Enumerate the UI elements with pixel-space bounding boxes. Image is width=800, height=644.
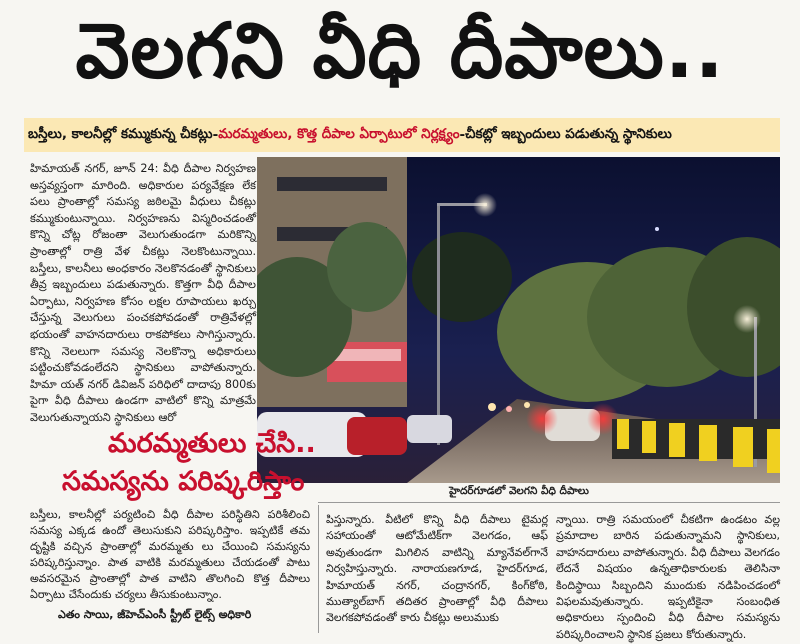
subhead-line-2: సమస్యను పరిష్కరిస్తాం <box>62 466 305 497</box>
strap-part-2: మరమ్మతులు, కొత్త దీపాల ఏర్పాటులో నిర్లక్ష్యం <box>218 125 460 142</box>
story-column-4: న్నాయి. రాత్రి సమయంలో చీకటిగా ఉండటం వల్ల ప్రమాదాల బారిన పడుతున్నామని స్థానికులు, వాహనదారులు వాపోతున్నారు. వీధి దీపాలు వెలగడం లేదనే విషయం ఉన్నతాధికారులకు తెలిసినా కిందిస్థాయి సిబ్బందిని ముందుకు నడిపించడంలో విఫలమవుతున్నారు. ఇప్పటికైనా సంబంధిత అధికారులు స్పందించి వీధి దీపాల సమస్యను పరిష్కరించాలని స్థానిక ప్రజలు కోరుతున్నారు. <box>556 513 780 641</box>
strapline <box>24 118 780 152</box>
headline: వెలగని వీధి దీపాలు.. <box>75 6 725 95</box>
column-divider <box>318 505 319 633</box>
strap-separator-1: - <box>212 127 219 143</box>
caption-divider <box>318 502 780 503</box>
strap-part-1: బస్తీలు, కాలనీల్లో కమ్ముకున్న చీకట్లు <box>28 125 213 142</box>
story-column-3: పిస్తున్నారు. వీటిలో కొన్ని వీధి దీపాలు టైమర్ల సహాయంతో ఆటోమేటిక్‌గా వెలగడం, ఆఫ్ అవుతుండగా మిగిలిన వాటిన్ని మ్యానేవల్‌గానే నిర్వహిస్తున్నారు. నారాయణగూడ, హైదర్‌గూడ, హిమాయత్ నగర్, చంద్రానగర్, కింగ్‌కోఠి, ముత్యాల్‌బాగ్ తదితర ప్రాంతాల్లో వీధి దీపాలు వెలగకపోవడంతో కారు చీకట్లు అలుముకు <box>326 513 548 625</box>
story-column-1: హిమాయత్ నగర్, జూన్ 24: వీధి దీపాల నిర్వహణ అస్తవ్యస్తంగా మారింది. అధికారుల పర్యవేక్షణ లేక పలు ప్రాంతాల్లో సమస్య జఠిలమై వీధులు చీకట్లు కమ్ముకుంటున్నాయి. నిర్వహణను విస్మరించడంతో కొన్ని చోట్ల రోజంతా వెలుగుతుండగా మరికొన్ని ప్రాంతాల్లో రాత్రి వేళ చీకట్లు నెలకొంటున్నాయి. బస్తీలు, కాలనీలు అంధకారం నెలకొనడంతో స్థానికులు తీవ్ర ఇబ్బందులు పడుతున్నారు. కొత్తగా వీధి దీపాల ఏర్పాటు, నిర్వహణ కోసం లక్షల రూపాయలు ఖర్చు చేస్తున్న వెలుగులు పంచకపోవడంతో రాత్రివేళల్లో భయంతో వాహనదారులు రాకపోకలు సాగిస్తున్నారు. కొన్ని నెలలుగా సమస్య నెలకొన్నా అధికారులు పట్టించుకోవడంలేదని స్థానికులు వాపోతున్నారు. హిమా యత్ నగర్ డివిజన్ పరిధిలో దాదాపు 800కు పైగా వీధి దీపాలు ఉండగా వాటిలో కొన్ని మాత్రమే వెలుగుతున్నాయని స్థానికులు ఆరో <box>30 162 256 424</box>
strap-part-3: చీకట్లో ఇబ్బందులు పడుతున్న స్థానికులు <box>465 125 672 142</box>
subhead-line-1: మరమ్మతులు చేసి.. <box>108 428 316 459</box>
quote-byline: ఎతం సాయి, జీహెచ్‌ఎంసీ స్ట్రీట్ లైట్స్ అధికారి <box>58 608 252 621</box>
strap-separator-2: - <box>459 127 466 143</box>
news-photo <box>257 157 780 483</box>
photo-caption: హైదర్‌గూడలో వెలగని వీధి దీపాలు <box>449 485 589 497</box>
quote-body: బస్తీలు, కాలనీల్లో పర్యటించి వీధి దీపాల పరిస్థితిని పరిశీలించి సమస్య ఎక్కడ ఉందో తెలుసుకుని పరిష్కరిస్తాం. ఇప్పటికే తమ దృష్టికి వచ్చిన ప్రాంతాల్లో మరమ్మతు లు చేయించి సమస్యను పరిష్కరిస్తున్నాం. పాత వాటికి మరమ్మతులు చేయడంతో పాటు అవసరమైన ప్రాంతాల్లో పాత వాటిని తొలగించి కొత్త దీపాలు ఏర్పాటు చేసేందుకు చర్యలు తీసుకుంటున్నాం. <box>30 508 310 601</box>
